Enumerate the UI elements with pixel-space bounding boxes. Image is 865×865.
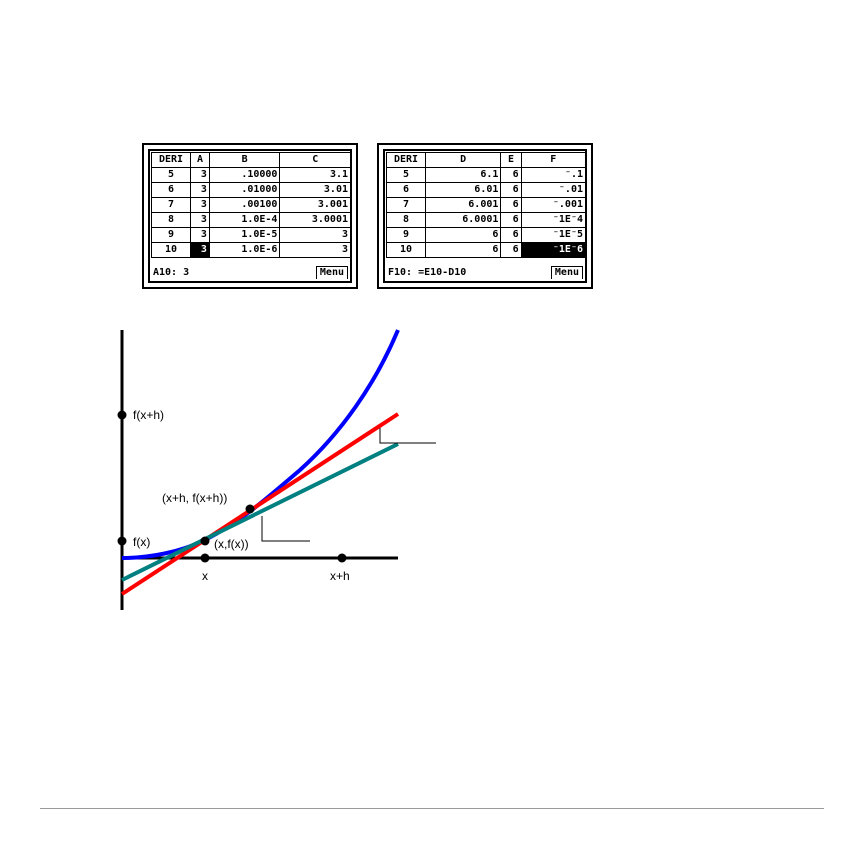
menu-button[interactable]: Menu <box>316 266 348 279</box>
y-axis-point-fxh <box>118 411 127 420</box>
spreadsheet-cell[interactable]: 1.0E-4 <box>209 213 280 228</box>
spreadsheet-cell[interactable]: 3 <box>280 243 351 258</box>
spreadsheet-cell[interactable]: ⁻.01 <box>521 183 585 198</box>
row-header: 6 <box>152 183 191 198</box>
spreadsheet-cell[interactable]: 3 <box>191 198 210 213</box>
row-header: 8 <box>387 213 426 228</box>
footer-divider <box>40 808 824 809</box>
column-header: DERI <box>152 153 191 168</box>
spreadsheet-cell[interactable]: .01000 <box>209 183 280 198</box>
cell-entry-readout: F10: =E10-D10 <box>388 267 467 278</box>
spreadsheet-cell[interactable]: 3.001 <box>280 198 351 213</box>
spreadsheet-cell[interactable]: 3 <box>191 168 210 183</box>
column-header[interactable]: A <box>191 153 210 168</box>
spreadsheet-cell[interactable]: ⁻.1 <box>521 168 585 183</box>
spreadsheet-cell[interactable]: ⁻1E⁻5 <box>521 228 585 243</box>
spreadsheet-cell[interactable]: ⁻1E⁻4 <box>521 213 585 228</box>
spreadsheet-cell[interactable]: 6 <box>426 243 501 258</box>
spreadsheet-cell[interactable]: 3.01 <box>280 183 351 198</box>
spreadsheet-cell[interactable]: ⁻1E⁻6 <box>521 243 585 258</box>
function-curve <box>122 330 398 558</box>
row-header: 9 <box>152 228 191 243</box>
column-header[interactable]: C <box>280 153 351 168</box>
label-point-x-fx: (x,f(x)) <box>214 537 249 551</box>
tangent-line <box>122 444 398 580</box>
spreadsheet-cell[interactable]: 3 <box>191 243 210 258</box>
spreadsheet-cell[interactable]: 6.01 <box>426 183 501 198</box>
label-fxh: f(x+h) <box>133 408 165 422</box>
spreadsheet-cell[interactable]: 6 <box>501 198 521 213</box>
spreadsheet-cell[interactable]: 3 <box>191 213 210 228</box>
cell-entry-readout: A10: 3 <box>153 267 190 278</box>
menu-button[interactable]: Menu <box>551 266 583 279</box>
x-axis-point-xh <box>338 554 347 563</box>
spreadsheet-cell[interactable]: 6 <box>501 243 521 258</box>
y-axis-point-fx <box>118 537 127 546</box>
label-point-xh-fxh: (x+h, f(x+h)) <box>162 491 228 505</box>
spreadsheet-cell[interactable]: .10000 <box>209 168 280 183</box>
spreadsheet-cell[interactable]: 1.0E-5 <box>209 228 280 243</box>
row-header: 8 <box>152 213 191 228</box>
tangent-callout-line <box>262 516 310 541</box>
spreadsheet-cell[interactable]: 6.001 <box>426 198 501 213</box>
row-header: 9 <box>387 228 426 243</box>
label-xh: x+h <box>330 569 350 583</box>
spreadsheet-cell[interactable]: 1.0E-6 <box>209 243 280 258</box>
column-header[interactable]: E <box>501 153 521 168</box>
column-header[interactable]: B <box>209 153 280 168</box>
spreadsheet-cell[interactable]: 6.1 <box>426 168 501 183</box>
spreadsheet-cell[interactable]: 6 <box>501 168 521 183</box>
spreadsheet-cell[interactable]: 6 <box>501 183 521 198</box>
spreadsheet-cell[interactable]: ⁻.001 <box>521 198 585 213</box>
row-header: 6 <box>387 183 426 198</box>
label-x: x <box>202 569 208 583</box>
point-xh-fxh <box>246 505 255 514</box>
spreadsheet-cell[interactable]: .00100 <box>209 198 280 213</box>
row-header: 7 <box>387 198 426 213</box>
column-header: DERI <box>387 153 426 168</box>
spreadsheet-cell[interactable]: 6 <box>501 228 521 243</box>
spreadsheet-cell[interactable]: 3 <box>191 183 210 198</box>
row-header: 5 <box>387 168 426 183</box>
column-header[interactable]: F <box>521 153 585 168</box>
label-fx: f(x) <box>133 535 151 549</box>
row-header: 10 <box>152 243 191 258</box>
row-header: 5 <box>152 168 191 183</box>
spreadsheet-cell[interactable]: 3 <box>280 228 351 243</box>
spreadsheet-cell[interactable]: 6 <box>426 228 501 243</box>
column-header[interactable]: D <box>426 153 501 168</box>
spreadsheet-cell[interactable]: 3.1 <box>280 168 351 183</box>
spreadsheet-cell[interactable]: 6.0001 <box>426 213 501 228</box>
spreadsheet-cell[interactable]: 6 <box>501 213 521 228</box>
x-axis-point-x <box>201 554 210 563</box>
secant-callout-line <box>380 428 436 443</box>
row-header: 7 <box>152 198 191 213</box>
point-x-fx <box>201 537 210 546</box>
spreadsheet-cell[interactable]: 3.0001 <box>280 213 351 228</box>
spreadsheet-cell[interactable]: 3 <box>191 228 210 243</box>
row-header: 10 <box>387 243 426 258</box>
